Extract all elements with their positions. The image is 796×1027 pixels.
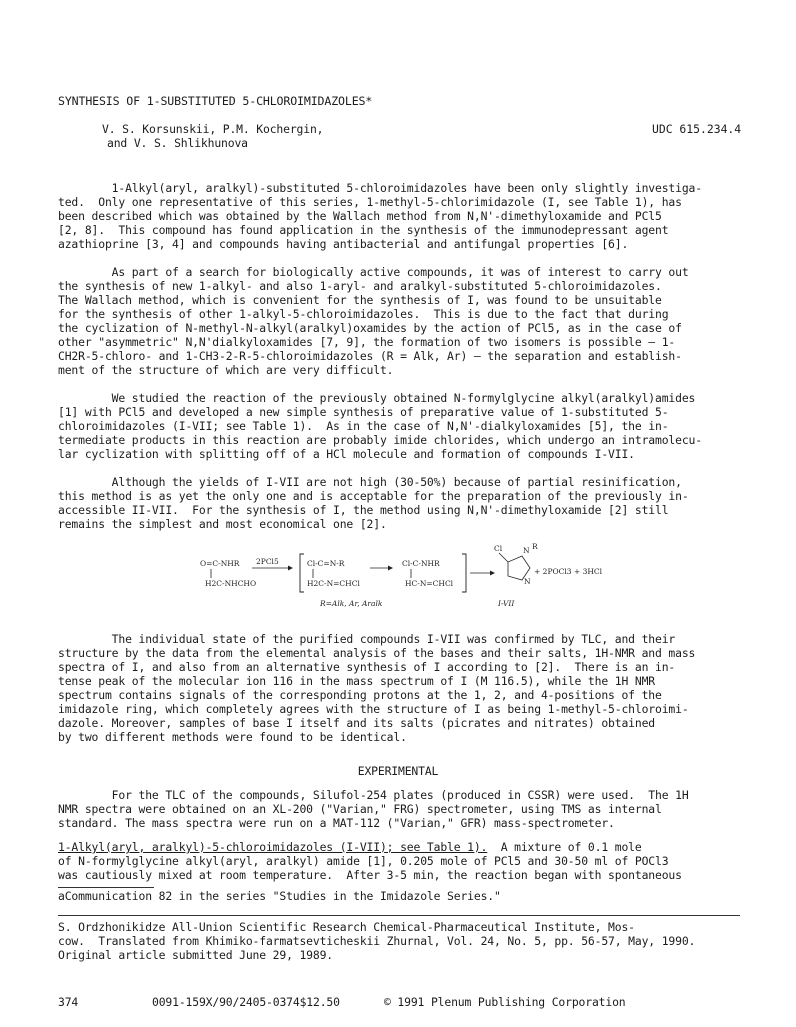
p6-line: For the TLC of the compounds, Silufol-254 plates (produced in CSSR) were used. The 1H bbox=[58, 788, 689, 802]
p5-line: dazole. Moreover, samples of base I itself and its salts (picrates and nitrates) obtained bbox=[58, 716, 655, 730]
udc-code: UDC 615.234.4 bbox=[652, 122, 742, 136]
scheme-bond bbox=[499, 553, 508, 562]
p7-line: was cautiously mixed at room temperature. After 3-5 min, the reaction began with spontaneous bbox=[58, 868, 682, 882]
p5-line: imidazole ring, which completely agrees with the structure of I as being 1-methyl-5-chloroimi- bbox=[58, 702, 689, 716]
p5-line: structure by the data from the elemental analysis of the bases and their salts, 1H-NMR and mass bbox=[58, 646, 696, 660]
p2-line: The Wallach method, which is convenient for the synthesis of I, was found to be unsuitable bbox=[58, 293, 662, 307]
scheme-intermediate-1-bottom: H2C-N=CHCl bbox=[307, 579, 360, 588]
p7-line-1 bbox=[58, 840, 642, 854]
product-r-label: R bbox=[532, 542, 538, 551]
footnote-divider bbox=[58, 887, 154, 888]
scheme-reactant-top: O=C-NHR bbox=[200, 559, 240, 568]
scheme-intermediate-2-top: Cl-C-NHR bbox=[402, 559, 440, 568]
scheme-intermediate-1-top: Cl-C=N-R bbox=[307, 559, 345, 568]
scheme-arrowhead-2 bbox=[388, 566, 393, 571]
affiliation-line: S. Ordzhonikidze All-Union Scientific Research Chemical-Pharmaceutical Institute, Mos- bbox=[58, 920, 635, 934]
p3-line: [1] with PCl5 and developed a new simple synthesis of preparative value of 1-substituted 5- bbox=[58, 405, 669, 419]
section-heading-experimental: EXPERIMENTAL bbox=[357, 764, 439, 778]
p3-line: We studied the reaction of the previously obtained N-formylglycine alkyl(aralkyl)amides bbox=[58, 391, 696, 405]
product-cl-label: Cl bbox=[494, 544, 503, 553]
p2-line: ment of the structure of which are very difficult. bbox=[58, 363, 394, 377]
p5-line: tense peak of the molecular ion 116 in the mass spectrum of I (M 116.5), while the 1H NMR bbox=[58, 674, 655, 688]
p1-line: ted. Only one representative of this series, 1-methyl-5-chlorimidazole (I, see Table 1), has bbox=[58, 195, 682, 209]
p2-line: As part of a search for biologically active compounds, it was of interest to carry out bbox=[58, 265, 689, 279]
affiliation-line: cow. Translated from Khimiko-farmatsevticheskii Zhurnal, Vol. 24, No. 5, pp. 56-57, May, 1990. bbox=[58, 934, 696, 948]
scheme-bracket-left bbox=[300, 554, 304, 592]
issn-code: 0091-159X/90/2405-0374$12.50 bbox=[152, 995, 340, 1009]
copyright: © 1991 Plenum Publishing Corporation bbox=[384, 995, 626, 1009]
authors-line-2: and V. S. Shlikhunova bbox=[107, 136, 248, 150]
footnote: aCommunication 82 in the series "Studies in the Imidazole Series." bbox=[58, 889, 501, 903]
p2-line: the synthesis of new 1-alkyl- and also 1-aryl- and aralkyl-substituted 5-chloroimidazoles. bbox=[58, 279, 662, 293]
scheme-intermediate-2-bottom: HC-N=CHCl bbox=[405, 579, 454, 588]
p3-line: chloroimidazoles (I-VII; see Table 1). As in the case of N,N'-dialkyloxamides [5], the in- bbox=[58, 419, 669, 433]
p7-line: of N-formylglycine alkyl(aryl, aralkyl) amide [1], 0.205 mole of PCl5 and 30-50 ml of POCl3 bbox=[58, 854, 669, 868]
scheme-byproducts: + 2POCl3 + 3HCl bbox=[534, 567, 603, 576]
p4-line: Although the yields of I-VII are not high (30-50%) because of partial resinification, bbox=[58, 475, 682, 489]
p7-line-1-rest: A mixture of 0.1 mole bbox=[487, 840, 642, 854]
p1-line: 1-Alkyl(aryl, aralkyl)-substituted 5-chloroimidazoles have been only slightly investiga- bbox=[58, 181, 702, 195]
p3-line: termediate products in this reaction are probably imide chlorides, which undergo an intramolecu- bbox=[58, 433, 702, 447]
article-title: SYNTHESIS OF 1-SUBSTITUTED 5-CHLOROIMIDAZOLES* bbox=[58, 94, 373, 108]
scheme-bracket-right bbox=[462, 554, 466, 592]
scheme-product-label: I-VII bbox=[498, 599, 515, 608]
p6-line: NMR spectra were obtained on an XL-200 ("Varian," FRG) spectrometer, using TMS as internal bbox=[58, 802, 662, 816]
p5-line: by two different methods were found to be identical. bbox=[58, 730, 407, 744]
p5-line: The individual state of the purified compounds I-VII was confirmed by TLC, and their bbox=[58, 632, 676, 646]
product-n1-label: N bbox=[523, 546, 530, 555]
p2-line: for the synthesis of other 1-alkyl-5-chloroimidazoles. This is due to the fact that during bbox=[58, 307, 669, 321]
p3-line: lar cyclization with splitting off of a HCl molecule and formation of compounds I-VII. bbox=[58, 447, 635, 461]
scheme-reactant-bottom: H2C-NHCHO bbox=[205, 579, 257, 588]
p2-line: other "asymmetric" N,N'dialkyloxamides [7, 9], the formation of two isomers is possible — 1- bbox=[58, 335, 676, 349]
product-n3-label: N bbox=[524, 577, 531, 586]
scheme-arrowhead-1 bbox=[288, 566, 293, 571]
p5-line: spectra of I, and also from an alternative synthesis of I according to [2]. There is an in- bbox=[58, 660, 676, 674]
p2-line: CH2R-5-chloro- and 1-CH3-2-R-5-chloroimidazoles (R = Alk, Ar) — the separation and establish- bbox=[58, 349, 682, 363]
reaction-scheme bbox=[200, 540, 620, 616]
scheme-reagent: 2PCl5 bbox=[256, 557, 279, 566]
p6-line: standard. The mass spectra were run on a MAT-112 ("Varian," GFR) mass-spectrometer. bbox=[58, 816, 615, 830]
p4-line: this method is as yet the only one and is acceptable for the preparation of the previously in- bbox=[58, 489, 689, 503]
scheme-r-definition: R=Alk, Ar, Aralk bbox=[320, 599, 383, 608]
page-number: 374 bbox=[58, 995, 79, 1009]
scheme-arrowhead-3 bbox=[490, 571, 495, 576]
p1-line: been described which was obtained by the Wallach method from N,N'-dimethyloxamide and PCl5 bbox=[58, 209, 662, 223]
p4-line: accessible II-VII. For the synthesis of I, the method using N,N'-dimethyloxamide [2] still bbox=[58, 503, 669, 517]
authors-line-1: V. S. Korsunskii, P.M. Kochergin, bbox=[102, 122, 324, 136]
p1-line: [2, 8]. This compound has found application in the synthesis of the immunodepressant agent bbox=[58, 223, 669, 237]
p5-line: spectrum contains signals of the corresponding protons at the 1, 2, and 4-positions of the bbox=[58, 688, 662, 702]
affiliation-line: Original article submitted June 29, 1989. bbox=[58, 948, 334, 962]
affiliation-divider bbox=[58, 915, 740, 916]
p1-line: azathioprine [3, 4] and compounds having antibacterial and antifungal properties [6]. bbox=[58, 237, 629, 251]
procedure-heading: 1-Alkyl(aryl, aralkyl)-5-chloroimidazoles (I-VII); see Table 1). bbox=[58, 840, 488, 854]
p2-line: the cyclization of N-methyl-N-alkyl(aralkyl)oxamides by the action of PCl5, as in the case of bbox=[58, 321, 682, 335]
p4-line: remains the simplest and most economical one [2]. bbox=[58, 517, 387, 531]
